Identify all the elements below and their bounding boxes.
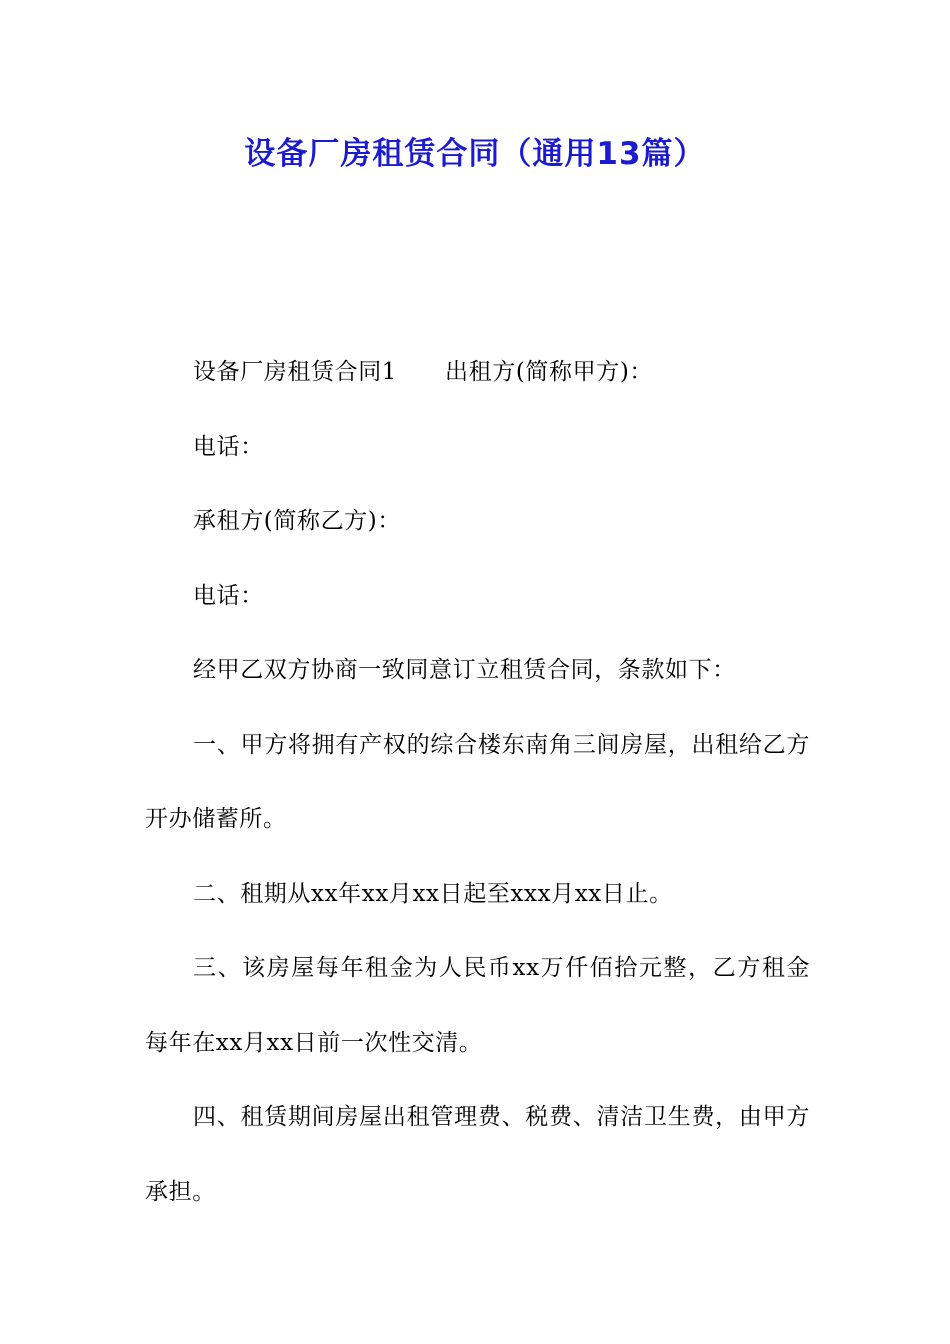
contract-heading: 设备厂房租赁合同1	[193, 359, 398, 385]
lessor-label: 出租方(简称甲方)：	[445, 359, 653, 385]
paragraph: 二、租期从xx年xx月xx日起至xxx月xx日止。	[193, 880, 673, 907]
paragraph: 三、该房屋每年租金为人民币xx万仟佰拾元整，乙方租金每年在xx月xx日前一次性交清。	[145, 955, 810, 1056]
paragraph: 经甲乙双方协商一致同意订立租赁合同，条款如下：	[193, 657, 736, 683]
paragraph: 一、甲方将拥有产权的综合楼东南角三间房屋，出租给乙方开办储蓄所。	[145, 731, 810, 832]
contract-heading-line	[145, 335, 810, 410]
paragraph: 承租方(简称乙方)：	[193, 508, 401, 534]
paragraph: 四、租赁期间房屋出租管理费、税费、清洁卫生费，由甲方承担。	[145, 1104, 810, 1205]
document-title: 设备厂房租赁合同（通用13篇）	[244, 136, 706, 172]
document-body	[145, 335, 810, 1229]
paragraph: 电话：	[193, 582, 264, 609]
paragraph: 电话：	[193, 433, 264, 460]
